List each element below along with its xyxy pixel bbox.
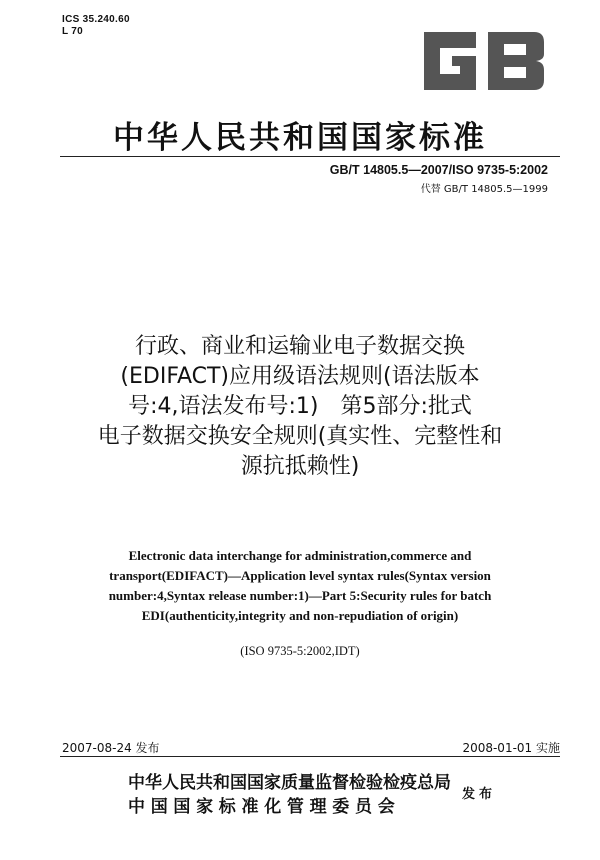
issuer-line: 中华人民共和国国家质量监督检验检疫总局 xyxy=(128,773,451,793)
replaces-note: 代替 GB/T 14805.5—1999 xyxy=(420,184,548,195)
org-title: 中华人民共和国国家标准 xyxy=(113,120,487,156)
english-title-line: transport(EDIFACT)—Application level syntax rules(Syntax version xyxy=(109,568,491,583)
english-title-line: number:4,Syntax release number:1)—Part 5:Security rules for batch xyxy=(108,588,492,603)
chinese-title-line: 号:4,语法发布号:1) 第5部分:批式 xyxy=(128,394,472,419)
chinese-title-line: 行政、商业和运输业电子数据交换 xyxy=(134,334,465,359)
publish-label: 发布 xyxy=(462,787,497,802)
footer-divider xyxy=(60,756,560,757)
adoption-note: (ISO 9735-5:2002,IDT) xyxy=(240,644,360,658)
chinese-title xyxy=(40,332,560,482)
chinese-title-line: 源抗抵赖性) xyxy=(240,454,360,479)
ccs-code: L 70 xyxy=(62,26,84,37)
implementation-date: 2008-01-01 实施 xyxy=(462,741,560,755)
gb-logo xyxy=(418,26,550,96)
header-divider xyxy=(60,156,560,157)
issuer-line: 中国国家标准化管理委员会 xyxy=(128,797,401,817)
chinese-title-line: 电子数据交换安全规则(真实性、完整性和 xyxy=(97,424,503,449)
ics-code: ICS 35.240.60 xyxy=(62,14,130,25)
ics-code-block xyxy=(62,14,130,38)
english-title-line: Electronic data interchange for administration,commerce and xyxy=(128,548,472,563)
standard-number: GB/T 14805.5—2007/ISO 9735-5:2002 xyxy=(329,163,548,177)
gb-logo-text: GB xyxy=(483,66,485,67)
english-title-line: EDI(authenticity,integrity and non-repudiation of origin) xyxy=(141,608,459,623)
english-title xyxy=(40,546,560,626)
issuing-authorities xyxy=(128,771,451,819)
chinese-title-line: (EDIFACT)应用级语法规则(语法版本 xyxy=(120,364,480,389)
issue-date: 2007-08-24 发布 xyxy=(62,741,160,755)
